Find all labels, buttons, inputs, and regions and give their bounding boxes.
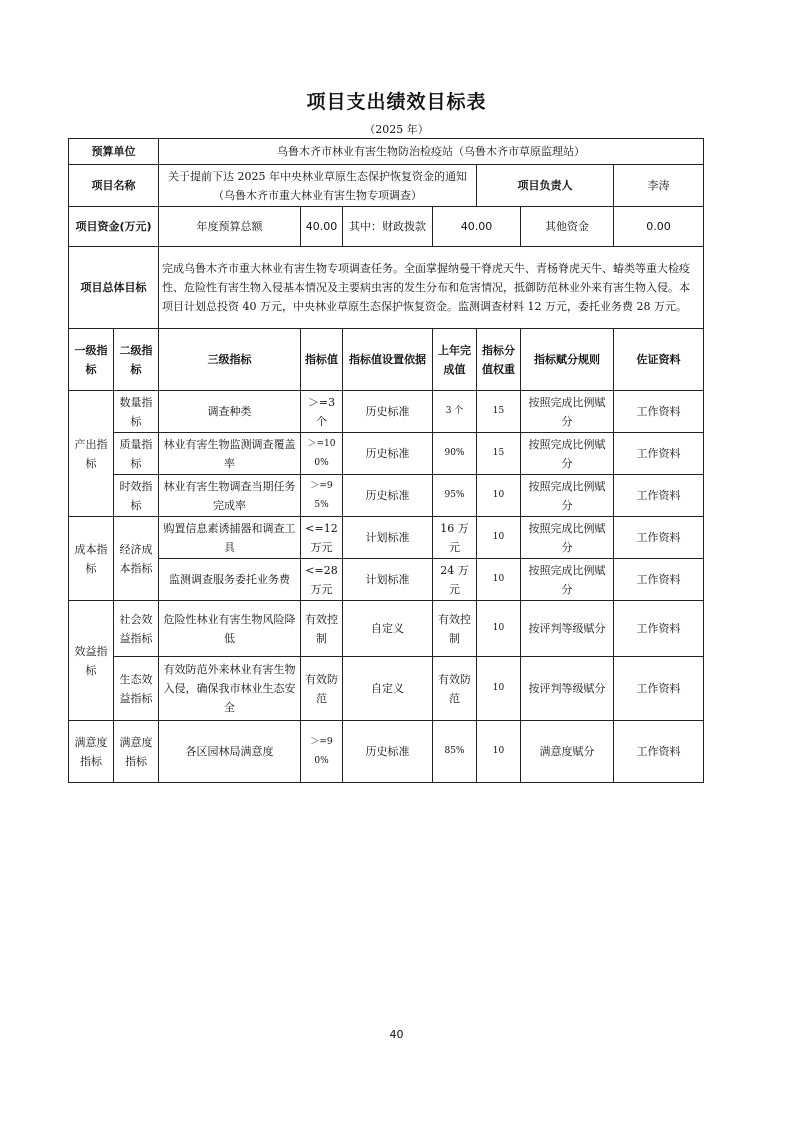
col-header-level3: 三级指标 xyxy=(159,329,301,391)
indicator-weight: 15 xyxy=(477,391,521,433)
budget-unit-row xyxy=(69,139,704,165)
overall-goal-label: 项目总体目标 xyxy=(69,247,159,329)
indicator-weight: 10 xyxy=(477,657,521,721)
table-row xyxy=(69,391,704,433)
indicator-value: <=28 万元 xyxy=(301,559,343,601)
indicator-name: 购置信息素诱捕器和调查工具 xyxy=(159,517,301,559)
document-title: 项目支出绩效目标表 xyxy=(306,91,487,113)
indicator-last-year: 85% xyxy=(433,721,477,783)
indicator-header-row xyxy=(69,329,704,391)
indicator-name: 林业有害生物调查当期任务完成率 xyxy=(159,475,301,517)
col-header-evidence: 佐证资料 xyxy=(614,329,704,391)
group-benefit: 效益指标 xyxy=(69,601,114,721)
indicator-rule: 按评判等级赋分 xyxy=(521,657,614,721)
indicator-last-year: 24 万元 xyxy=(433,559,477,601)
indicator-evidence: 工作资料 xyxy=(614,657,704,721)
subgroup-quantity: 数量指标 xyxy=(114,391,159,433)
table-row xyxy=(69,657,704,721)
indicator-basis: 计划标准 xyxy=(343,559,433,601)
indicator-name: 危险性林业有害生物风险降低 xyxy=(159,601,301,657)
indicator-weight: 10 xyxy=(477,517,521,559)
col-header-level2: 二级指标 xyxy=(114,329,159,391)
budget-unit-label: 预算单位 xyxy=(69,139,159,165)
indicator-last-year: 95% xyxy=(433,475,477,517)
indicator-last-year: 3 个 xyxy=(433,391,477,433)
fiscal-funds-value: 40.00 xyxy=(433,207,521,247)
col-header-level1: 一级指标 xyxy=(69,329,114,391)
group-output: 产出指标 xyxy=(69,391,114,517)
project-leader-label: 项目负责人 xyxy=(477,165,614,207)
indicator-name: 有效防范外来林业有害生物入侵，确保我市林业生态安全 xyxy=(159,657,301,721)
indicator-name: 调查种类 xyxy=(159,391,301,433)
fiscal-funds-label: 其中：财政拨款 xyxy=(343,207,433,247)
indicator-weight: 10 xyxy=(477,559,521,601)
indicator-value: 有效防范 xyxy=(301,657,343,721)
indicator-evidence: 工作资料 xyxy=(614,601,704,657)
subgroup-timeliness: 时效指标 xyxy=(114,475,159,517)
indicator-name: 林业有害生物监测调查覆盖率 xyxy=(159,433,301,475)
group-cost: 成本指标 xyxy=(69,517,114,601)
subgroup-quality: 质量指标 xyxy=(114,433,159,475)
group-satisfaction: 满意度指标 xyxy=(69,721,114,783)
subgroup-social-benefit: 社会效益指标 xyxy=(114,601,159,657)
indicator-name: 监测调查服务委托业务费 xyxy=(159,559,301,601)
indicator-evidence: 工作资料 xyxy=(614,721,704,783)
indicator-last-year: 有效防范 xyxy=(433,657,477,721)
indicator-rule: 按照完成比例赋分 xyxy=(521,391,614,433)
table-row xyxy=(69,433,704,475)
table-row xyxy=(69,601,704,657)
col-header-target-value: 指标值 xyxy=(301,329,343,391)
subgroup-eco-benefit: 生态效益指标 xyxy=(114,657,159,721)
other-funds-label: 其他资金 xyxy=(521,207,614,247)
project-name-label: 项目名称 xyxy=(69,165,159,207)
indicator-value: ＞=100% xyxy=(301,433,343,475)
indicator-value: ＞=95% xyxy=(301,475,343,517)
indicator-name: 各区园林局满意度 xyxy=(159,721,301,783)
indicator-evidence: 工作资料 xyxy=(614,433,704,475)
indicator-evidence: 工作资料 xyxy=(614,517,704,559)
col-header-basis: 指标值设置依据 xyxy=(343,329,433,391)
indicator-value: <=12 万元 xyxy=(301,517,343,559)
performance-target-table xyxy=(68,138,704,783)
indicator-evidence: 工作资料 xyxy=(614,391,704,433)
project-name-row xyxy=(69,165,704,207)
table-row xyxy=(69,475,704,517)
indicator-basis: 计划标准 xyxy=(343,517,433,559)
indicator-weight: 10 xyxy=(477,721,521,783)
indicator-rule: 按照完成比例赋分 xyxy=(521,433,614,475)
project-name-value: 关于提前下达 2025 年中央林业草原生态保护恢复资金的通知（乌鲁木齐市重大林业有害生物专项调查） xyxy=(159,165,477,207)
indicator-evidence: 工作资料 xyxy=(614,475,704,517)
indicator-basis: 历史标准 xyxy=(343,433,433,475)
subgroup-satisfaction: 满意度指标 xyxy=(114,721,159,783)
indicator-basis: 历史标准 xyxy=(343,475,433,517)
col-header-scoring-rule: 指标赋分规则 xyxy=(521,329,614,391)
table-row xyxy=(69,517,704,559)
table-row xyxy=(69,721,704,783)
indicator-basis: 自定义 xyxy=(343,601,433,657)
indicator-value: ＞=90% xyxy=(301,721,343,783)
indicator-weight: 10 xyxy=(477,601,521,657)
indicator-rule: 满意度赋分 xyxy=(521,721,614,783)
indicator-basis: 自定义 xyxy=(343,657,433,721)
indicator-value: 有效控制 xyxy=(301,601,343,657)
page-number: 40 xyxy=(389,1028,404,1041)
indicator-evidence: 工作资料 xyxy=(614,559,704,601)
indicator-rule: 按评判等级赋分 xyxy=(521,601,614,657)
indicator-weight: 15 xyxy=(477,433,521,475)
project-funds-row xyxy=(69,207,704,247)
indicator-basis: 历史标准 xyxy=(343,721,433,783)
document-year: （2025 年） xyxy=(364,123,429,136)
indicator-last-year: 16 万元 xyxy=(433,517,477,559)
indicator-last-year: 有效控制 xyxy=(433,601,477,657)
project-funds-label: 项目资金(万元) xyxy=(69,207,159,247)
overall-goal-row xyxy=(69,247,704,329)
indicator-rule: 按照完成比例赋分 xyxy=(521,475,614,517)
indicator-last-year: 90% xyxy=(433,433,477,475)
col-header-last-year: 上年完成值 xyxy=(433,329,477,391)
indicator-rule: 按照完成比例赋分 xyxy=(521,517,614,559)
annual-budget-label: 年度预算总额 xyxy=(159,207,301,247)
indicator-weight: 10 xyxy=(477,475,521,517)
overall-goal-text: 完成乌鲁木齐市重大林业有害生物专项调查任务。全面掌握纳曼干脊虎天牛、青杨脊虎天牛、蝽类等重大检疫性、危险性有害生物入侵基本情况及主要病虫害的发生分布和危害情况，抵御防范林业外来有害生物入侵。本项目计划总投资 40 万元，中央林业草原生态保护恢复资金。监测调查材料 12 万元，委托业务费 28 万元。 xyxy=(159,247,704,329)
project-leader-value: 李涛 xyxy=(614,165,704,207)
table-row xyxy=(69,559,704,601)
subgroup-economic-cost: 经济成本指标 xyxy=(114,517,159,601)
annual-budget-value: 40.00 xyxy=(301,207,343,247)
indicator-rule: 按照完成比例赋分 xyxy=(521,559,614,601)
indicator-value: ＞=3 个 xyxy=(301,391,343,433)
col-header-weight: 指标分值权重 xyxy=(477,329,521,391)
indicator-basis: 历史标准 xyxy=(343,391,433,433)
budget-unit-value: 乌鲁木齐市林业有害生物防治检疫站（乌鲁木齐市草原监理站） xyxy=(159,139,704,165)
other-funds-value: 0.00 xyxy=(614,207,704,247)
